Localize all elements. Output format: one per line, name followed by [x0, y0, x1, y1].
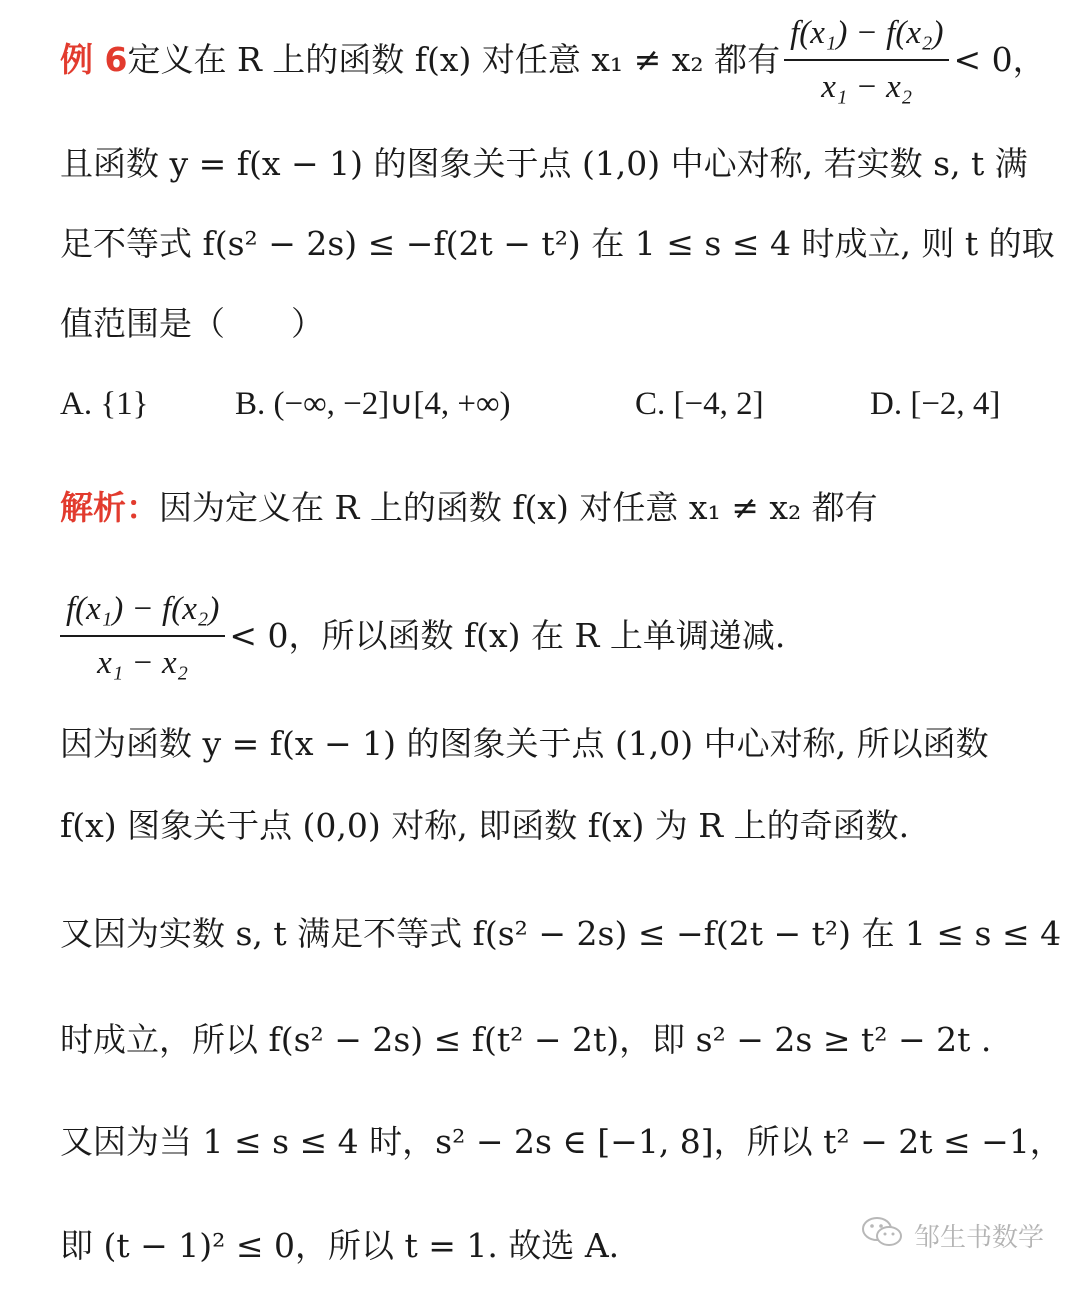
- solution-line-8: 即 (t − 1)² ≤ 0，所以 t = 1. 故选 A.: [60, 1226, 620, 1265]
- problem-label: 例 6: [60, 40, 128, 79]
- problem-line-1: [60, 15, 1046, 105]
- solution-line-5: 又因为实数 s, t 满足不等式 f(s² − 2s) ≤ −f(2t − t²) 在 1 ≤ s ≤ 4: [60, 914, 1062, 953]
- watermark: [860, 1215, 1044, 1256]
- option-c: C. [−4, 2]: [635, 386, 764, 422]
- solution-line-1: [60, 486, 1040, 530]
- problem-text-1-tail: < 0，: [953, 40, 1046, 79]
- solution-line-2: [60, 588, 1040, 684]
- solution-text-1: 因为定义在 R 上的函数 f(x) 对任意 x₁ ≠ x₂ 都有: [159, 488, 878, 527]
- problem-text-1: 定义在 R 上的函数 f(x) 对任意 x₁ ≠ x₂ 都有: [127, 40, 781, 79]
- solution-line-4: f(x) 图象关于点 (0,0) 对称, 即函数 f(x) 为 R 上的奇函数.: [60, 806, 910, 845]
- solution-fraction: [60, 587, 225, 685]
- problem-line-4: 值范围是（ ）: [60, 304, 324, 343]
- options-row: [60, 382, 1040, 426]
- solution-label: 解析：: [60, 488, 159, 527]
- solution-line-3: 因为函数 y = f(x − 1) 的图象关于点 (1,0) 中心对称, 所以函数: [60, 724, 989, 763]
- problem-fraction: [784, 11, 949, 109]
- problem-line-3: 足不等式 f(s² − 2s) ≤ −f(2t − t²) 在 1 ≤ s ≤ 4 时成立, 则 t 的取: [60, 224, 1055, 263]
- solution-line-6: 时成立，所以 f(s² − 2s) ≤ f(t² − 2t)，即 s² − 2s ≥ t² − 2t .: [60, 1020, 992, 1059]
- option-d: D. [−2, 4]: [870, 386, 1001, 422]
- watermark-text: 邹生书数学: [913, 1223, 1044, 1253]
- option-b: B. (−∞, −2]∪[4, +∞): [235, 386, 511, 422]
- fraction-numerator: f(x₁) − f(x₂): [784, 11, 949, 61]
- solution-fraction-numerator: f(x₁) − f(x₂): [60, 587, 225, 637]
- option-a: A. {1}: [60, 386, 149, 422]
- fraction-denominator: x₁ − x₂: [821, 69, 913, 105]
- solution-line-7: 又因为当 1 ≤ s ≤ 4 时，s² − 2s ∈ [−1, 8]，所以 t² − 2t ≤ −1，: [60, 1122, 1063, 1161]
- problem-line-2: 且函数 y = f(x − 1) 的图象关于点 (1,0) 中心对称, 若实数 s, t 满: [60, 144, 1028, 183]
- wechat-icon: [860, 1215, 904, 1256]
- solution-fraction-denominator: x₁ − x₂: [97, 645, 189, 681]
- solution-text-2: < 0，所以函数 f(x) 在 R 上单调递减.: [229, 616, 786, 655]
